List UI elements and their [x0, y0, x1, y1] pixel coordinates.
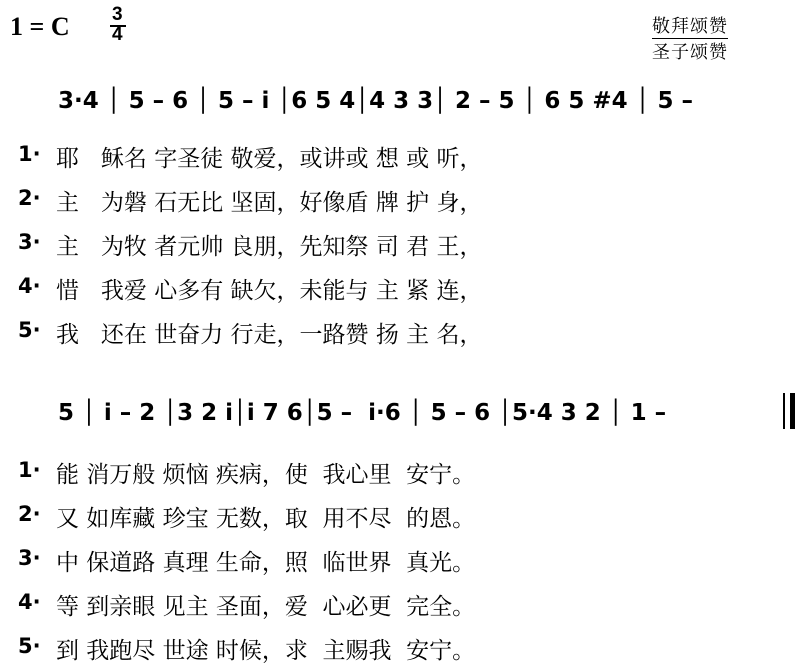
notation-line-1: 3·4 │ 5 – 6 │ 5 – i │6 5 4│4 3 3│ 2 – 5 │ 6 5 #4 │ 5 – [58, 88, 694, 114]
verse-number: 4· [18, 590, 41, 614]
final-barline-thick [790, 393, 795, 429]
verse-number: 1· [18, 142, 41, 166]
lyric-line: 耶 稣名 字圣徒 敬爱，或讲或 想 或 听， [56, 146, 483, 172]
verse-number: 3· [18, 546, 41, 570]
lyric-line: 到 我跑尽 世途 时候，求 主赐我 安宁。 [56, 638, 476, 664]
time-signature-bottom: 4 [112, 24, 123, 45]
lyric-line: 我 还在 世奋力 行走，一路赞 扬 主 名， [56, 322, 483, 348]
category-label-2: 圣子颂赞 [652, 42, 728, 63]
verse-number: 1· [18, 458, 41, 482]
lyric-line: 主 为磐 石无比 坚固，好像盾 牌 护 身， [56, 190, 483, 216]
verse-number: 5· [18, 318, 41, 342]
lyric-line: 主 为牧 者元帅 良朋，先知祭 司 君 王， [56, 234, 483, 260]
lyric-line: 惜 我爱 心多有 缺欠，未能与 主 紧 连， [56, 278, 483, 304]
lyric-line: 中 保道路 真理 生命，照 临世界 真光。 [56, 550, 476, 576]
verse-number: 2· [18, 502, 41, 526]
lyric-line: 又 如库藏 珍宝 无数，取 用不尽 的恩。 [56, 506, 476, 532]
verse-number: 3· [18, 230, 41, 254]
verse-number: 2· [18, 186, 41, 210]
verse-number: 5· [18, 634, 41, 658]
notation-line-2: 5 │ i – 2 │3 2 i│i 7 6│5 – i·6 │ 5 – 6 │5·4 3 2 │ 1 – [58, 400, 667, 426]
time-signature-top: 3 [112, 4, 123, 25]
lyric-line: 等 到亲眼 见主 圣面，爱 心必更 完全。 [56, 594, 476, 620]
lyric-line: 能 消万般 烦恼 疾病，使 我心里 安宁。 [56, 462, 476, 488]
key-signature: 1 = C [10, 12, 70, 41]
verse-number: 4· [18, 274, 41, 298]
final-barline-thin [783, 393, 785, 429]
category-label-1: 敬拜颂赞 [652, 12, 728, 39]
